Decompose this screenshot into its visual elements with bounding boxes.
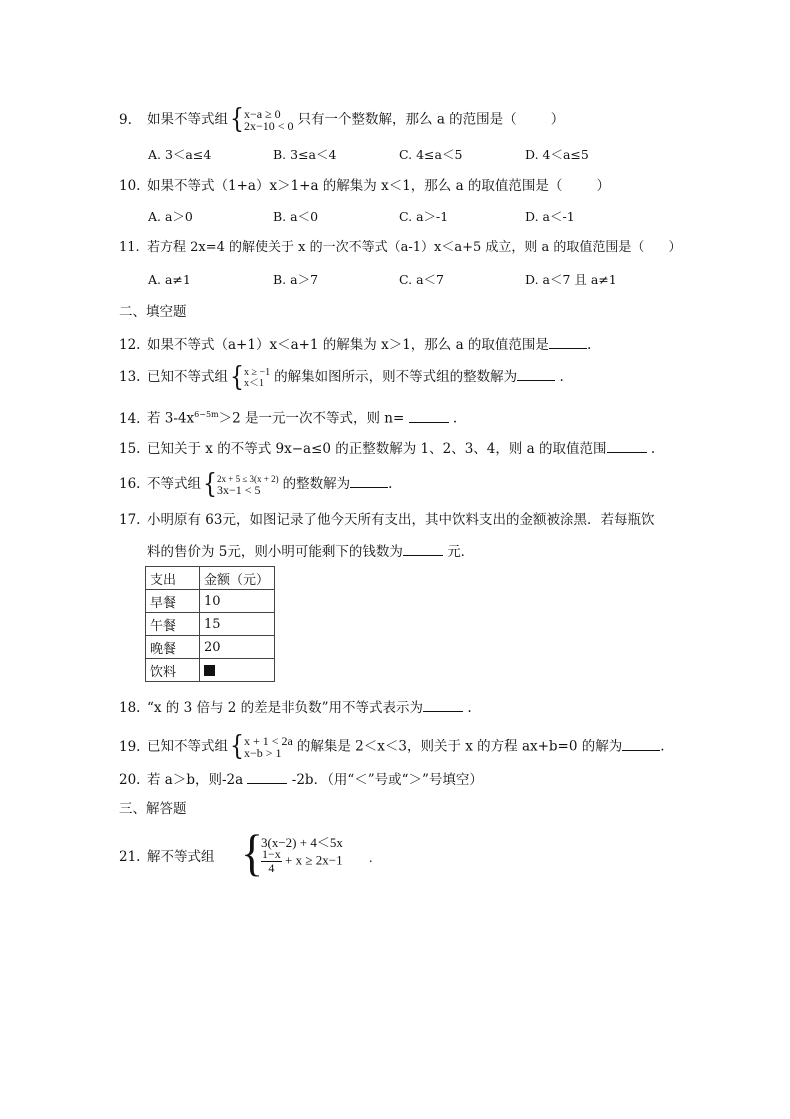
option-b[interactable]: B. 3≤a＜4 — [273, 147, 337, 162]
answer-blank[interactable] — [607, 438, 647, 453]
option-c[interactable]: C. a＜7 — [399, 272, 444, 287]
question-number: 13. — [119, 369, 141, 385]
question-text: 不等式组 — [147, 476, 201, 492]
table-cell: 早餐 — [146, 590, 200, 613]
system-row: x + 1 < 2a — [244, 734, 293, 748]
inequality-system: { x−a ≥ 0 2x−10 < 0 — [230, 103, 294, 135]
punct: . — [660, 738, 665, 755]
question-19 — [119, 730, 665, 762]
inequality-system: { x ≥ −1 x＜1 — [230, 361, 271, 393]
question-text: 解不等式组 — [147, 849, 215, 865]
answer-blank[interactable] — [517, 366, 555, 381]
question-17 — [119, 511, 654, 529]
answer-blank[interactable] — [350, 473, 388, 488]
question-text: 已知不等式组 — [147, 369, 228, 385]
table-cell: 10 — [200, 590, 275, 613]
question-text: 如果不等式（a+1）x＜a+1 的解集为 x＞1，那么 a 的取值范围是 — [147, 337, 549, 353]
question-text: ＞2 是一元一次不等式，则 n= — [218, 410, 405, 427]
paren-close: ） — [550, 111, 565, 128]
question-9 — [119, 103, 565, 135]
numerator: 1−x — [262, 847, 281, 861]
answer-blank[interactable] — [549, 334, 587, 349]
option-a[interactable]: A. 3＜a≤4 — [148, 147, 212, 162]
question-10 — [119, 177, 610, 195]
section-heading: 二、填空题 — [119, 304, 187, 320]
question-16 — [119, 468, 393, 500]
question-text: 若方程 2x=4 的解使关于 x 的一次不等式（a-1）x＜a+5 成立，则 a 的取值范围是（ — [147, 240, 645, 255]
punct: . — [388, 476, 393, 492]
question-number: 17. — [119, 512, 141, 528]
system-row: 3(x−2) + 4＜5x — [261, 835, 343, 850]
paren-close: ） — [596, 178, 610, 194]
question-text: “x 的 3 倍与 2 的差是非负数”用不等式表示为 — [147, 700, 424, 716]
system-row: x ≥ −1 — [244, 366, 271, 378]
question-text: 只有一个整数解，那么 a 的范围是（ — [297, 111, 517, 128]
question-20 — [119, 769, 483, 789]
blacked-out-square — [204, 665, 215, 676]
option-a[interactable]: A. a≠1 — [148, 272, 191, 287]
question-text: 料的售价为 5元，则小明可能剩下的钱数为 — [147, 544, 403, 560]
question-21 — [119, 848, 215, 866]
system-row: 2x−10 < 0 — [244, 119, 294, 133]
question-number: 19. — [119, 738, 141, 755]
question-13 — [119, 361, 564, 393]
system-row: 3x−1 < 5 — [217, 482, 261, 497]
option-b[interactable]: B. a＜0 — [273, 209, 319, 224]
table-row — [146, 590, 275, 613]
option-d[interactable]: D. 4＜a≤5 — [525, 147, 589, 162]
question-number: 18. — [119, 700, 141, 716]
inequality-system: { x + 1 < 2a x−b > 1 — [230, 730, 293, 762]
question-text: 已知不等式组 — [147, 738, 228, 755]
question-14 — [119, 406, 457, 428]
option-d[interactable]: D. a＜-1 — [525, 209, 575, 224]
table-row — [146, 613, 275, 636]
table-cell: 饮料 — [146, 659, 200, 682]
question-text: 小明原有 63元，如图记录了他今天所有支出，其中饮料支出的金额被涂黑．若每瓶饮 — [147, 512, 655, 528]
answer-blank[interactable] — [403, 541, 443, 556]
table-cell: 晚餐 — [146, 636, 200, 659]
question-number: 20. — [119, 772, 141, 788]
system-row: x＜1 — [244, 377, 264, 389]
table-cell: 20 — [200, 636, 275, 659]
table-cell — [200, 659, 275, 682]
section-heading: 三、解答题 — [119, 801, 187, 817]
answer-blank[interactable] — [409, 408, 449, 423]
table-header: 金额（元） — [200, 567, 275, 590]
paren-close: ） — [668, 240, 682, 255]
punct: . — [369, 850, 373, 865]
option-b[interactable]: B. a＞7 — [273, 272, 319, 287]
exponent: 6−5m — [194, 410, 219, 419]
question-text: 如果不等式（1+a）x＞1+a 的解集为 x＜1，那么 a 的取值范围是（ — [147, 178, 563, 194]
question-text: 如果不等式组 — [147, 111, 228, 128]
question-11 — [119, 239, 681, 257]
system-row: x−a ≥ 0 — [244, 107, 281, 121]
question-text: 若 3-4x — [147, 410, 195, 427]
punct: . — [559, 369, 564, 385]
fraction — [261, 848, 282, 875]
question-text: 若 a＞b，则-2a — [147, 772, 244, 788]
question-number: 14. — [119, 410, 141, 427]
brace: { — [241, 824, 264, 881]
question-number: 21. — [119, 849, 141, 865]
table-row — [146, 636, 275, 659]
system-row: 2x + 5 ≤ 3(x + 2) — [217, 473, 279, 484]
punct: . — [650, 441, 656, 457]
question-text: 的解集是 2＜x＜3，则关于 x 的方程 ax+b=0 的解为 — [296, 738, 623, 755]
question-12 — [119, 334, 591, 354]
question-number: 9. — [119, 111, 132, 128]
punct: . — [586, 337, 592, 353]
system-row: x−b > 1 — [244, 746, 282, 760]
question-text: 的解集如图所示，则不等式组的整数解为 — [274, 369, 518, 385]
row-tail: + x ≥ 2x−1 — [285, 852, 343, 868]
table-cell: 15 — [200, 613, 275, 636]
punct: . — [452, 410, 458, 427]
answer-blank[interactable] — [622, 736, 660, 751]
system-row — [261, 848, 343, 875]
question-text: -2b．（用“＜”号或“＞”号填空） — [291, 772, 483, 788]
question-17-line2 — [147, 541, 474, 561]
punct: 元． — [447, 544, 475, 560]
question-number: 11. — [119, 240, 140, 255]
option-d[interactable]: D. a＜7 且 a≠1 — [525, 272, 617, 287]
question-text: 的整数解为 — [282, 476, 351, 492]
punct: . — [467, 700, 472, 716]
question-18 — [119, 697, 472, 717]
table-header-row — [146, 567, 275, 590]
question-number: 15. — [119, 441, 141, 457]
denominator: 4 — [268, 861, 275, 875]
table-row — [146, 659, 275, 682]
option-c[interactable]: C. a＞-1 — [399, 209, 449, 224]
question-text: 已知关于 x 的不等式 9x−a≤0 的正整数解为 1、2、3、4，则 a 的取值范围 — [147, 441, 607, 457]
question-15 — [119, 438, 655, 458]
answer-blank[interactable] — [247, 769, 287, 784]
option-a[interactable]: A. a＞0 — [148, 209, 193, 224]
question-number: 12. — [119, 337, 141, 353]
question-number: 16. — [119, 476, 141, 492]
question-number: 10. — [119, 178, 141, 194]
expense-table — [145, 566, 275, 682]
answer-blank[interactable] — [423, 697, 463, 712]
option-c[interactable]: C. 4≤a＜5 — [399, 147, 463, 162]
table-cell: 午餐 — [146, 613, 200, 636]
inequality-system: { 2x + 5 ≤ 3(x + 2) 3x−1 < 5 — [203, 468, 279, 500]
table-header: 支出 — [146, 567, 200, 590]
